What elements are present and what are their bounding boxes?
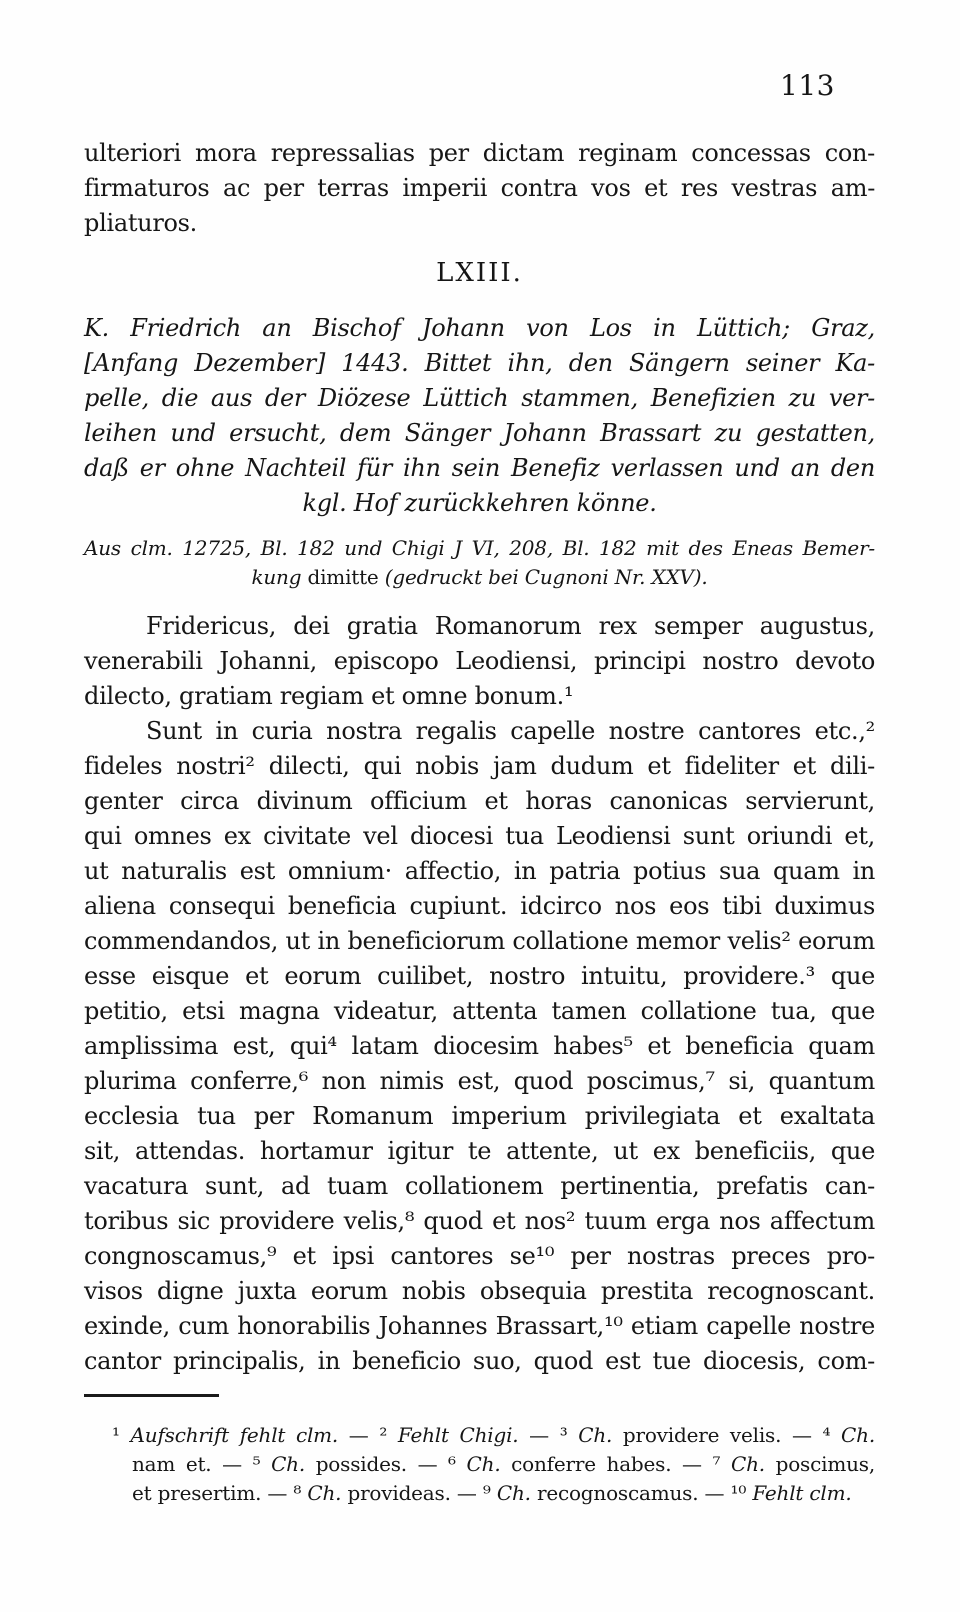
text-segment: Ch. <box>271 1452 306 1476</box>
text-segment: dimitte <box>301 565 385 589</box>
text-segment: ¹⁰ <box>730 1481 753 1505</box>
text-segment: et presertim. — <box>132 1481 294 1505</box>
page-number: 113 <box>780 69 835 102</box>
text-segment: cantor principalis, in beneficio suo, quod est tue diocesis, com- <box>84 1347 875 1375</box>
continuation-paragraph <box>84 136 875 241</box>
text-segment: Ch. <box>841 1423 875 1447</box>
letter-main-paragraph <box>84 714 875 1379</box>
text-segment: ⁹ <box>482 1481 497 1505</box>
text-line <box>84 1239 875 1274</box>
text-segment: pliaturos. <box>84 209 197 237</box>
text-line <box>84 679 875 714</box>
text-segment: vacatura sunt, ad tuam collationem pertinentia, prefatis can- <box>84 1172 875 1200</box>
text-line <box>84 854 875 889</box>
text-segment: Fridericus, dei gratia Romanorum rex semper augustus, <box>146 612 875 640</box>
text-segment: Aufschrift fehlt clm. <box>130 1423 339 1447</box>
text-segment: kgl. Hof zurückkehren könne. <box>302 489 657 517</box>
text-line <box>84 451 875 486</box>
text-line <box>84 1064 875 1099</box>
text-line <box>84 609 875 644</box>
text-segment: leihen und ersucht, dem Sänger Johann Brassart zu gestatten, <box>84 419 875 447</box>
text-segment: Ch. <box>731 1452 765 1476</box>
text-line <box>84 1029 875 1064</box>
section-summary <box>84 311 875 521</box>
text-segment: exinde, cum honorabilis Johannes Brassart,¹⁰ etiam capelle nostre <box>84 1312 875 1340</box>
text-line <box>84 486 875 521</box>
text-segment: poscimus, <box>764 1452 875 1476</box>
text-line <box>84 311 875 346</box>
text-segment: providere velis. — <box>612 1423 823 1447</box>
text-segment: K. Friedrich an Bischof Johann von Los in Lüttich; Graz, <box>84 314 875 342</box>
footnote-separator-rule <box>84 1394 219 1397</box>
text-line <box>84 534 875 563</box>
text-line <box>84 1169 875 1204</box>
text-line <box>84 1450 875 1479</box>
text-line <box>84 749 875 784</box>
text-segment: qui omnes ex civitate vel diocesi tua Leodiensi sunt oriundi et, <box>84 822 875 850</box>
text-line <box>84 206 875 241</box>
text-line <box>84 889 875 924</box>
text-line <box>84 784 875 819</box>
text-segment: Ch. <box>578 1423 613 1447</box>
text-segment: provideas. — <box>341 1481 483 1505</box>
text-line <box>84 924 875 959</box>
text-segment: ⁵ <box>252 1452 272 1476</box>
text-segment: petitio, etsi magna videatur, attenta tamen collatione tua, que <box>84 997 875 1025</box>
text-line <box>84 1204 875 1239</box>
text-segment: Fehlt Chigi. <box>397 1423 519 1447</box>
text-line <box>84 136 875 171</box>
text-segment: dilecto, gratiam regiam et omne bonum.¹ <box>84 682 574 710</box>
text-segment: aliena consequi beneficia cupiunt. idcirco nos eos tibi duximus <box>84 892 875 920</box>
text-segment: ulteriori mora repressalias per dictam reginam concessas con- <box>84 139 875 167</box>
text-line <box>84 563 875 592</box>
text-segment: — <box>338 1423 380 1447</box>
text-segment: ut naturalis est omnium· affectio, in patria potius sua quam in <box>84 857 875 885</box>
text-segment: ⁷ <box>712 1452 731 1476</box>
text-segment: nam et. — <box>132 1452 253 1476</box>
text-line <box>84 1274 875 1309</box>
text-line <box>84 1309 875 1344</box>
text-segment: conferre habes. — <box>500 1452 713 1476</box>
text-segment: [Anfang Dezember] 1443. Bittet ihn, den Sängern seiner Ka- <box>84 349 875 377</box>
text-line <box>84 714 875 749</box>
text-segment: (gedruckt bei Cugnoni Nr. XXV). <box>384 565 708 589</box>
text-segment: ⁶ <box>448 1452 467 1476</box>
text-segment: ecclesia tua per Romanum imperium privilegiata et exaltata <box>84 1102 875 1130</box>
text-segment: Ch. <box>307 1481 342 1505</box>
text-segment: toribus sic providere velis,⁸ quod et nos² tuum erga nos affectum <box>84 1207 875 1235</box>
section-heading: LXIII. <box>436 258 523 288</box>
text-line <box>84 1479 875 1508</box>
text-segment: amplissima est, qui⁴ latam diocesim habes⁵ et beneficia quam <box>84 1032 875 1060</box>
footnotes-block <box>84 1421 875 1508</box>
text-segment: congnoscamus,⁹ et ipsi cantores se¹⁰ per nostras preces pro- <box>84 1242 875 1270</box>
text-line <box>84 346 875 381</box>
text-segment: firmaturos ac per terras imperii contra vos et res vestras am- <box>84 174 875 202</box>
source-note <box>84 534 875 592</box>
text-line <box>84 171 875 206</box>
text-segment: pelle, die aus der Diözese Lüttich stammen, Benefizien zu ver- <box>84 384 875 412</box>
text-line <box>84 959 875 994</box>
text-segment: venerabili Johanni, episcopo Leodiensi, principi nostro devoto <box>84 647 875 675</box>
text-line <box>84 819 875 854</box>
text-segment: plurima conferre,⁶ non nimis est, quod poscimus,⁷ si, quantum <box>84 1067 875 1095</box>
text-segment: kung <box>251 565 302 589</box>
text-segment: ⁸ <box>293 1481 308 1505</box>
text-line <box>84 1099 875 1134</box>
text-line <box>84 1421 875 1450</box>
text-segment: Fehlt clm. <box>752 1481 852 1505</box>
text-line <box>84 381 875 416</box>
text-segment: fideles nostri² dilecti, qui nobis jam dudum et fideliter et dili- <box>84 752 875 780</box>
text-segment: ⁴ <box>822 1423 842 1447</box>
text-segment: possides. — <box>305 1452 449 1476</box>
text-line <box>84 644 875 679</box>
text-segment: ³ <box>559 1423 579 1447</box>
text-segment: Ch. <box>496 1481 531 1505</box>
text-segment: visos digne juxta eorum nobis obsequia prestita recognoscant. <box>84 1277 875 1305</box>
text-line <box>84 994 875 1029</box>
text-segment: daß er ohne Nachteil für ihn sein Benefiz verlassen und an den <box>84 454 875 482</box>
text-line <box>84 416 875 451</box>
text-segment: Ch. <box>466 1452 501 1476</box>
text-segment: Aus clm. 12725, Bl. 182 und Chigi J VI, 208, Bl. 182 mit des Eneas Bemer- <box>84 536 875 560</box>
text-line <box>84 1134 875 1169</box>
letter-salutation-paragraph <box>84 609 875 714</box>
text-segment: Sunt in curia nostra regalis capelle nostre cantores etc.,² <box>146 717 875 745</box>
text-segment: — <box>518 1423 560 1447</box>
text-segment: genter circa divinum officium et horas canonicas servierunt, <box>84 787 875 815</box>
text-segment: esse eisque et eorum cuilibet, nostro intuitu, providere.³ que <box>84 962 875 990</box>
text-segment: ² <box>379 1423 398 1447</box>
text-line <box>84 1344 875 1379</box>
text-segment: sit, attendas. hortamur igitur te attente, ut ex beneficiis, que <box>84 1137 875 1165</box>
text-segment: recognoscamus. — <box>530 1481 731 1505</box>
text-segment: ¹ <box>112 1423 131 1447</box>
text-segment: commendandos, ut in beneficiorum collatione memor velis² eorum <box>84 927 875 955</box>
